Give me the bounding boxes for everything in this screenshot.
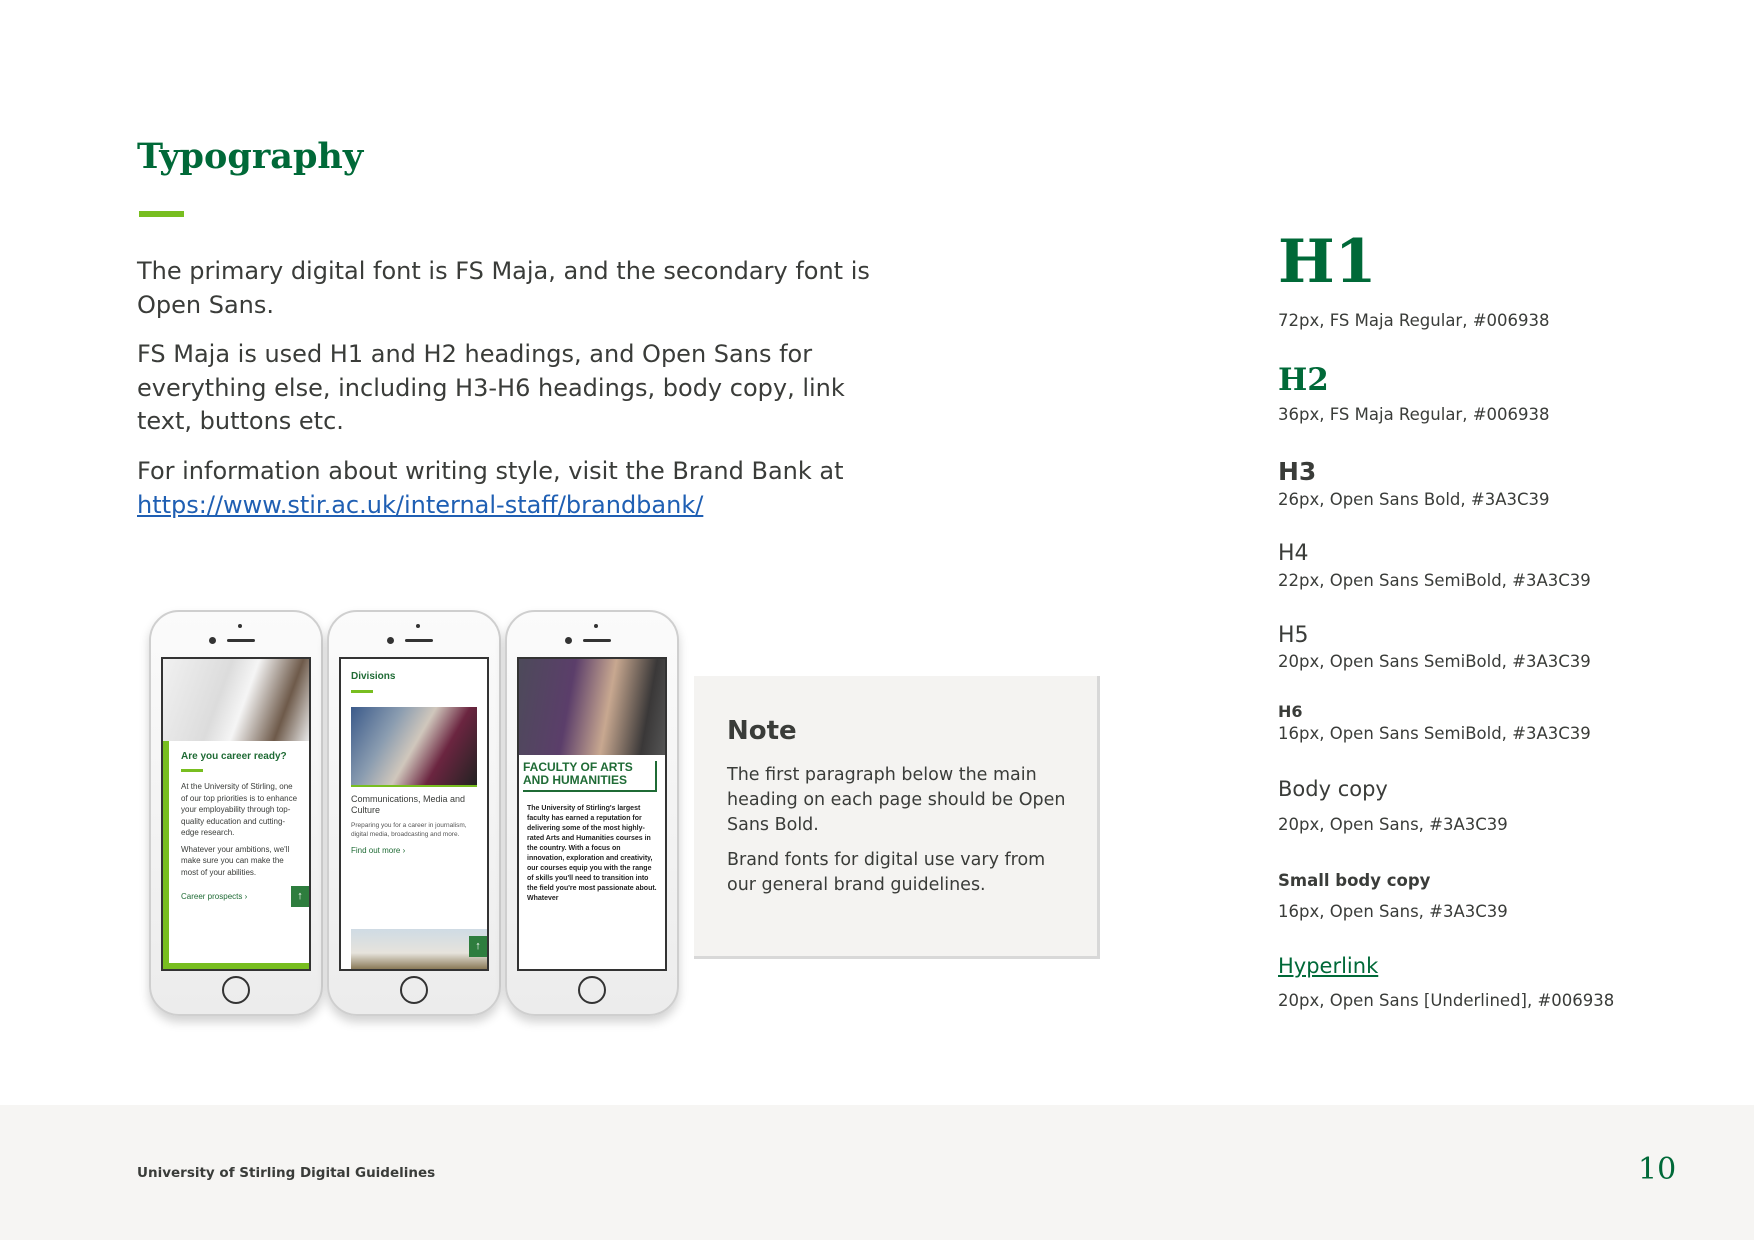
note-paragraph-1: The first paragraph below the main heading on each page should be Open Sans Bold. [727, 765, 1066, 835]
spec-h1-desc: 72px, FS Maja Regular, #006938 [1278, 311, 1550, 330]
footer-title: University of Stirling Digital Guidelines [137, 1165, 436, 1181]
spec-h3-label: H3 [1278, 457, 1317, 486]
spec-h2-label: H2 [1278, 362, 1329, 398]
spec-body-desc: 20px, Open Sans, #3A3C39 [1278, 815, 1508, 834]
spec-body-label: Body copy [1278, 777, 1388, 801]
phone-screen [517, 657, 667, 971]
spec-small-label: Small body copy [1278, 871, 1431, 890]
phone-mockup-divisions [327, 610, 501, 1016]
career-prospects-link[interactable]: Career prospects › [181, 892, 248, 901]
phone-text: At the University of Stirling, one of our top priorities is to enhance your employability through top-quality education and cutting-edge research. [181, 782, 298, 837]
spec-hyperlink-label[interactable]: Hyperlink [1278, 954, 1379, 978]
phone-heading: Are you career ready? [181, 751, 287, 762]
spec-hyperlink-desc: 20px, Open Sans [Underlined], #006938 [1278, 991, 1615, 1010]
spec-h5-desc: 20px, Open Sans SemiBold, #3A3C39 [1278, 652, 1591, 671]
page-title: Typography [137, 136, 364, 177]
phone-mockup-career [149, 610, 323, 1016]
students-photo [351, 707, 477, 787]
spec-h6-label: H6 [1278, 702, 1303, 721]
home-button [578, 976, 606, 1004]
home-button [222, 976, 250, 1004]
monument-photo [351, 929, 487, 969]
note-paragraph-2: Brand fonts for digital use vary from our general brand guidelines. [727, 850, 1046, 895]
card-text: Preparing you for a career in journalism, digital media, broadcasting and more. [351, 822, 467, 838]
brand-bank-link[interactable]: https://www.stir.ac.uk/internal-staff/brandbank/ [137, 490, 704, 519]
note-title: Note [727, 716, 797, 746]
spec-h5-label: H5 [1278, 623, 1309, 648]
faculty-text: The University of Stirling's largest faculty has earned a reputation for delivering some of the most highly-rated Arts and Humanities courses in the country. With a focus on innovation, exploration and creativity, our courses equip you with the range of skills you'll need to transition into the field you're most passionate about. Whatever [527, 805, 657, 902]
home-button [400, 976, 428, 1004]
spec-h3-desc: 26px, Open Sans Bold, #3A3C39 [1278, 490, 1550, 509]
lab-photo [163, 659, 309, 741]
faculty-heading: FACULTY OF ARTS AND HUMANITIES [523, 761, 657, 792]
intro-paragraph-3 [137, 455, 877, 522]
spec-small-desc: 16px, Open Sans, #3A3C39 [1278, 902, 1508, 921]
spec-h1-label: H1 [1278, 227, 1377, 297]
intro-paragraph-2: FS Maja is used H1 and H2 headings, and Open Sans for everything else, including H3-H6 headings, body copy, link text, buttons etc. [137, 340, 845, 435]
phone-screen [339, 657, 489, 971]
phone-heading: Divisions [351, 671, 396, 682]
phone-screen [161, 657, 311, 971]
phone-mockup-faculty [505, 610, 679, 1016]
intro-paragraph-3-text: For information about writing style, visit the Brand Bank at [137, 457, 844, 485]
spec-h2-desc: 36px, FS Maja Regular, #006938 [1278, 405, 1550, 424]
student-photo [519, 659, 665, 755]
spec-h6-desc: 16px, Open Sans SemiBold, #3A3C39 [1278, 724, 1591, 743]
spec-h4-label: H4 [1278, 541, 1309, 566]
intro-paragraph-1: The primary digital font is FS Maja, and the secondary font is Open Sans. [137, 257, 870, 319]
page-number: 10 [1638, 1152, 1677, 1187]
find-out-more-link[interactable]: Find out more › [351, 846, 406, 855]
back-to-top-button[interactable]: ↑ [469, 936, 487, 957]
phone-text: Whatever your ambitions, we'll make sure you can make the most of your abilities. [181, 844, 290, 877]
title-accent-bar [139, 211, 184, 217]
spec-h4-desc: 22px, Open Sans SemiBold, #3A3C39 [1278, 571, 1591, 590]
card-title: Communications, Media and Culture [351, 794, 466, 815]
back-to-top-button[interactable]: ↑ [291, 886, 309, 907]
